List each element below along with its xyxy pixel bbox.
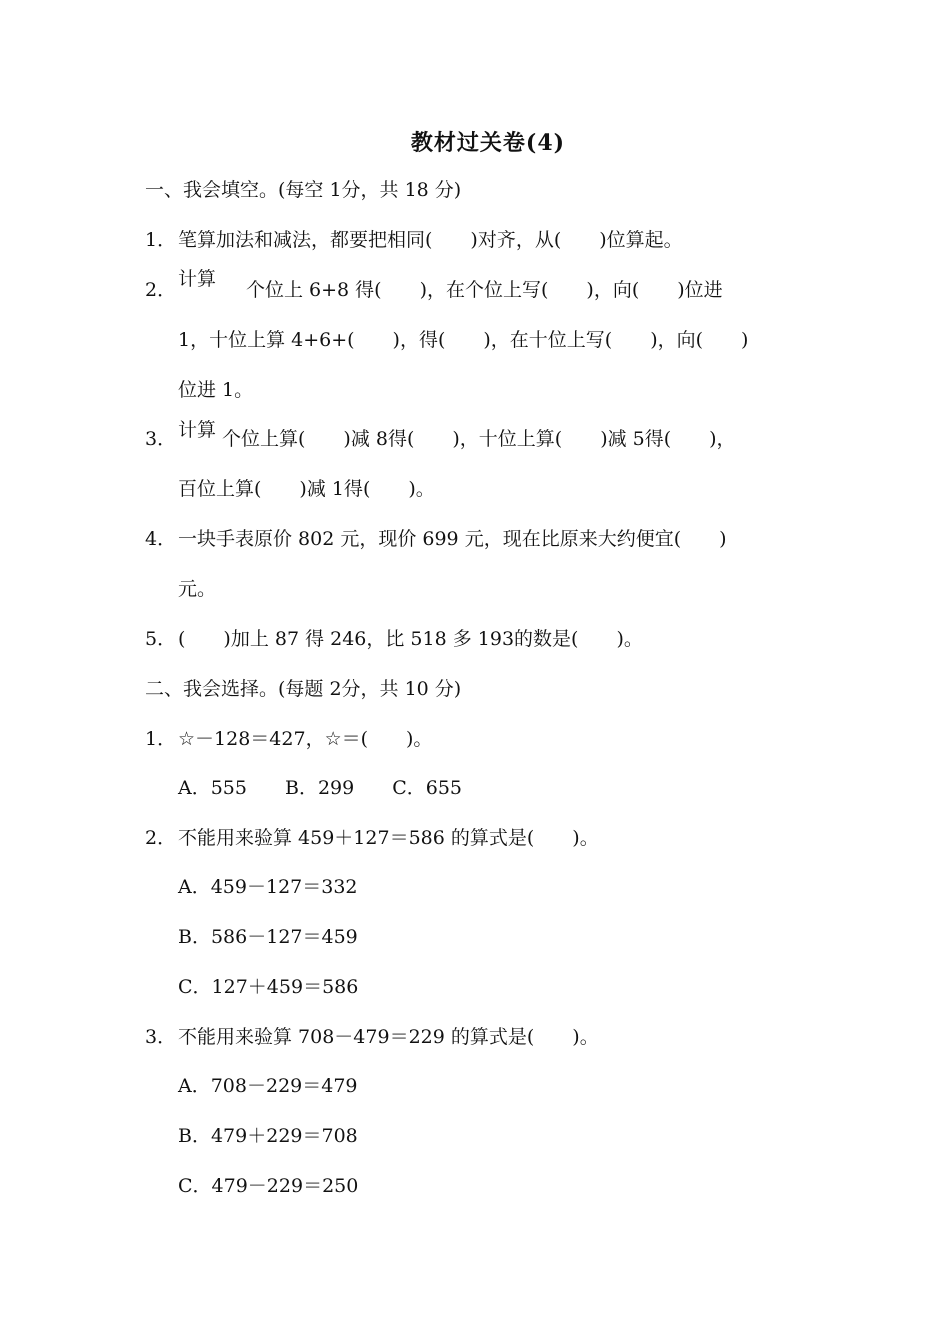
s1-q2-number: 2． bbox=[145, 279, 177, 301]
section1-heading: 一、我会填空。(每空 1分，共 18 分) bbox=[145, 179, 462, 201]
s1-q2-line2: 1，十位上算 4+6+( )，得( )，在十位上写( )，向( ) bbox=[178, 329, 749, 351]
s1-q3-line2: 百位上算( )减 1得( )。 bbox=[178, 478, 435, 500]
section2-heading: 二、我会选择。(每题 2分，共 10 分) bbox=[145, 678, 462, 700]
s1-q5-number: 5． bbox=[145, 628, 177, 650]
s1-q1-number: 1． bbox=[145, 229, 177, 251]
s1-q5 bbox=[145, 626, 643, 652]
s1-q3-number: 3． bbox=[145, 428, 177, 450]
s1-q4-line2: 元。 bbox=[178, 578, 217, 600]
s2-q1-options: A．555 B．299 C．655 bbox=[178, 777, 463, 799]
s2-q2-option-b: B．586－127＝459 bbox=[178, 926, 358, 948]
s2-q1-number: 1． bbox=[145, 728, 177, 750]
page-title: 教材过关卷(4) bbox=[410, 130, 566, 156]
s2-q3 bbox=[145, 1024, 599, 1050]
s1-q2-calc-label: 计算 bbox=[178, 268, 217, 290]
s1-q1 bbox=[145, 227, 683, 253]
s2-q2-number: 2． bbox=[145, 827, 177, 849]
s2-q3-number: 3． bbox=[145, 1026, 177, 1048]
s2-q2-option-c: C．127＋459＝586 bbox=[178, 976, 359, 998]
s1-q2-line1: 个位上 6+8 得( )，在个位上写( )，向( )位进 bbox=[246, 279, 723, 301]
s1-q3-line1: 个位上算( )减 8得( )，十位上算( )减 5得( )， bbox=[222, 428, 736, 450]
s2-q3-text: 不能用来验算 708－479＝229 的算式是( )。 bbox=[178, 1026, 599, 1048]
s1-q4-line1: 一块手表原价 802 元，现价 699 元，现在比原来大约便宜( ) bbox=[178, 528, 727, 550]
s1-q4 bbox=[145, 526, 727, 552]
s2-q1-text: ☆－128＝427，☆＝( )。 bbox=[178, 728, 433, 750]
s2-q3-option-b: B．479＋229＝708 bbox=[178, 1125, 358, 1147]
s2-q2 bbox=[145, 825, 599, 851]
s2-q3-option-a: A．708－229＝479 bbox=[178, 1075, 358, 1097]
s2-q2-text: 不能用来验算 459＋127＝586 的算式是( )。 bbox=[178, 827, 599, 849]
s1-q5-text: ( )加上 87 得 246，比 518 多 193的数是( )。 bbox=[178, 628, 643, 650]
s2-q3-option-c: C．479－229＝250 bbox=[178, 1175, 359, 1197]
s1-q4-number: 4． bbox=[145, 528, 177, 550]
s2-q1 bbox=[145, 726, 432, 752]
s1-q3-calc-label: 计算 bbox=[178, 419, 217, 441]
s1-q1-text: 笔算加法和减法，都要把相同( )对齐，从( )位算起。 bbox=[178, 229, 683, 251]
s1-q2-line3: 位进 1。 bbox=[178, 379, 254, 401]
s2-q2-option-a: A．459－127＝332 bbox=[178, 876, 358, 898]
